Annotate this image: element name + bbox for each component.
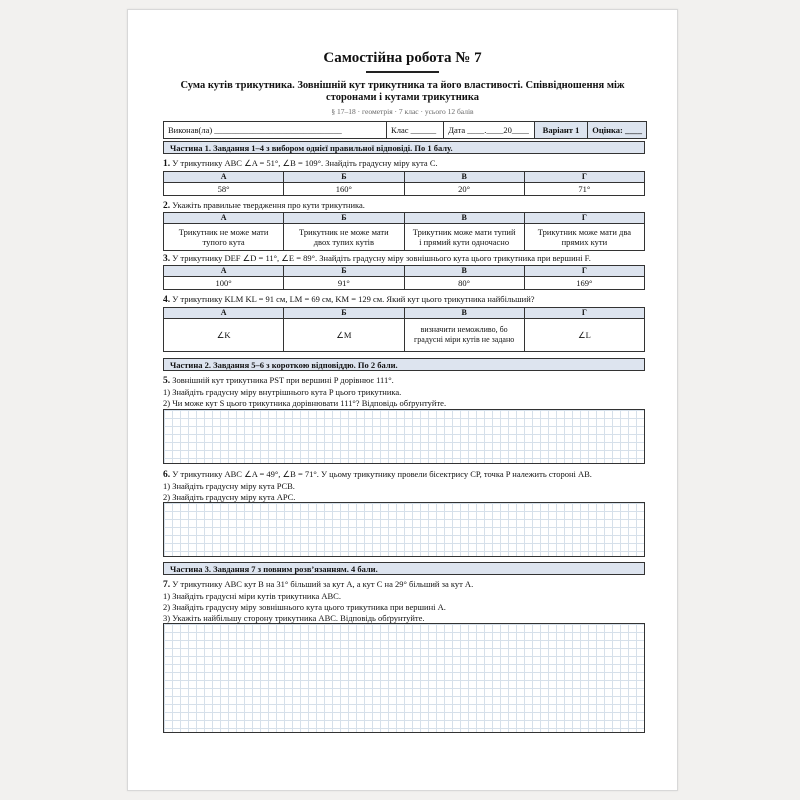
subquestion: 3) Укажіть найбільшу сторону трикутника ABC. Відповідь обґрунтуйте. bbox=[163, 613, 425, 623]
name-field[interactable]: Виконав(ла) ______________________________ bbox=[164, 122, 387, 138]
question-text: Зовнішній кут трикутника PST при вершині P дорівнює 111°. bbox=[170, 375, 394, 385]
option-letter: Б bbox=[284, 213, 404, 224]
option-cell[interactable]: 58° bbox=[164, 183, 284, 196]
section-2-header: Частина 2. Завдання 5–6 з короткою відповіддю. По 2 бали. bbox=[163, 358, 645, 371]
option-letter: А bbox=[164, 213, 284, 224]
option-cell[interactable]: Трикутник не може мати двох тупих кутів bbox=[284, 224, 404, 251]
question-7 bbox=[163, 579, 653, 624]
subquestion: 2) Знайдіть градусну міру кута APC. bbox=[163, 492, 296, 502]
question-text: У трикутнику KLM KL = 91 см, LM = 69 см, KM = 129 см. Який кут цього трикутника найбільший? bbox=[170, 294, 535, 304]
answer-grid-7[interactable] bbox=[163, 623, 645, 733]
option-cell[interactable]: ∠M bbox=[284, 319, 404, 352]
question-number: 3. bbox=[163, 254, 171, 264]
question-6 bbox=[163, 469, 653, 503]
option-cell[interactable]: Трикутник може мати тупий і прямий кути одночасно bbox=[404, 224, 524, 251]
question-number: 6. bbox=[163, 470, 171, 480]
option-letter: В bbox=[404, 213, 524, 224]
question-1 bbox=[163, 158, 653, 170]
option-cell[interactable]: Трикутник може мати два прямих кути bbox=[524, 224, 644, 251]
option-cell[interactable]: 71° bbox=[524, 183, 644, 196]
title-underline bbox=[366, 71, 439, 73]
question-text: У трикутнику DEF ∠D = 11°, ∠E = 89°. Знайдіть градусну міру зовнішнього кута цього трикутника при вершині F. bbox=[170, 253, 591, 263]
question-number: 7. bbox=[163, 580, 171, 590]
option-letter: Б bbox=[284, 172, 404, 183]
student-info-row bbox=[163, 121, 647, 139]
variant-label: Варіант 1 bbox=[535, 122, 588, 138]
option-cell[interactable]: 91° bbox=[284, 277, 404, 290]
option-letter: В bbox=[404, 172, 524, 183]
question-text: Укажіть правильне твердження про кути трикутника. bbox=[170, 200, 365, 210]
question-stem bbox=[163, 375, 653, 387]
question-text: У трикутнику ABC ∠A = 51°, ∠B = 109°. Знайдіть градусну міру кута C. bbox=[170, 158, 438, 168]
option-letter: В bbox=[404, 266, 524, 277]
option-cell[interactable]: ∠K bbox=[164, 319, 284, 352]
subquestion: 1) Знайдіть градусну міру внутрішнього кута P цього трикутника. bbox=[163, 387, 402, 397]
option-cell[interactable]: 169° bbox=[524, 277, 644, 290]
option-letter: А bbox=[164, 308, 284, 319]
question-3 bbox=[163, 253, 653, 265]
option-letter: В bbox=[404, 308, 524, 319]
subquestion: 2) Знайдіть градусну міру зовнішнього кута цього трикутника при вершині A. bbox=[163, 602, 446, 612]
option-letter: А bbox=[164, 266, 284, 277]
option-cell[interactable]: Трикутник не може мати тупого кута bbox=[164, 224, 284, 251]
date-field[interactable]: Дата ____.____20____ bbox=[444, 122, 535, 138]
option-cell[interactable]: 160° bbox=[284, 183, 404, 196]
option-cell[interactable]: визначити неможливо, бо градусні міри кутів не задано bbox=[404, 319, 524, 352]
option-letter: Г bbox=[524, 172, 644, 183]
answer-table-2 bbox=[163, 212, 645, 251]
worksheet-meta: § 17–18 · геометрія · 7 клас · усього 12 балів bbox=[331, 107, 474, 116]
option-cell[interactable]: 100° bbox=[164, 277, 284, 290]
question-number: 1. bbox=[163, 159, 171, 169]
option-letter: А bbox=[164, 172, 284, 183]
answer-table-3 bbox=[163, 265, 645, 290]
worksheet-page bbox=[127, 9, 678, 791]
section-3-header: Частина 3. Завдання 7 з повним розв’язанням. 4 бали. bbox=[163, 562, 645, 575]
option-letter: Г bbox=[524, 213, 644, 224]
option-letter: Г bbox=[524, 266, 644, 277]
answer-grid-5[interactable] bbox=[163, 409, 645, 464]
question-stem bbox=[163, 579, 653, 591]
option-cell[interactable]: 80° bbox=[404, 277, 524, 290]
option-letter: Г bbox=[524, 308, 644, 319]
grade-field[interactable]: Оцінка: ____ bbox=[588, 122, 646, 138]
question-text: У трикутнику ABC кут B на 31° більший за кут A, а кут C на 29° більший за кут A. bbox=[170, 579, 474, 589]
question-2 bbox=[163, 200, 653, 212]
subquestion: 2) Чи може кут S цього трикутника дорівнювати 111°? Відповідь обґрунтуйте. bbox=[163, 398, 447, 408]
question-5 bbox=[163, 375, 653, 409]
option-letter: Б bbox=[284, 308, 404, 319]
section-1-header: Частина 1. Завдання 1–4 з вибором однієї правильної відповіді. По 1 балу. bbox=[163, 141, 645, 154]
question-number: 2. bbox=[163, 201, 171, 211]
option-cell[interactable]: 20° bbox=[404, 183, 524, 196]
subquestion: 1) Знайдіть градусну міру кута PCB. bbox=[163, 481, 295, 491]
question-stem bbox=[163, 469, 653, 481]
question-4 bbox=[163, 294, 653, 306]
worksheet-title: Самостійна робота № 7 bbox=[323, 50, 482, 66]
answer-table-4 bbox=[163, 307, 645, 352]
option-cell[interactable]: ∠L bbox=[524, 319, 644, 352]
class-field[interactable]: Клас ______ bbox=[387, 122, 444, 138]
question-number: 4. bbox=[163, 295, 171, 305]
subquestion: 1) Знайдіть градусні міри кутів трикутника ABC. bbox=[163, 591, 341, 601]
question-text: У трикутнику ABC ∠A = 49°, ∠B = 71°. У цьому трикутнику провели бісектрису CP, точка P належить стороні AB. bbox=[170, 469, 592, 479]
worksheet-subtitle: Сума кутів трикутника. Зовнішній кут трикутника та його властивості. Співвідношення між сторонами і кутами трикутника bbox=[180, 80, 625, 103]
answer-grid-6[interactable] bbox=[163, 502, 645, 557]
question-number: 5. bbox=[163, 376, 171, 386]
answer-table-1 bbox=[163, 171, 645, 196]
option-letter: Б bbox=[284, 266, 404, 277]
